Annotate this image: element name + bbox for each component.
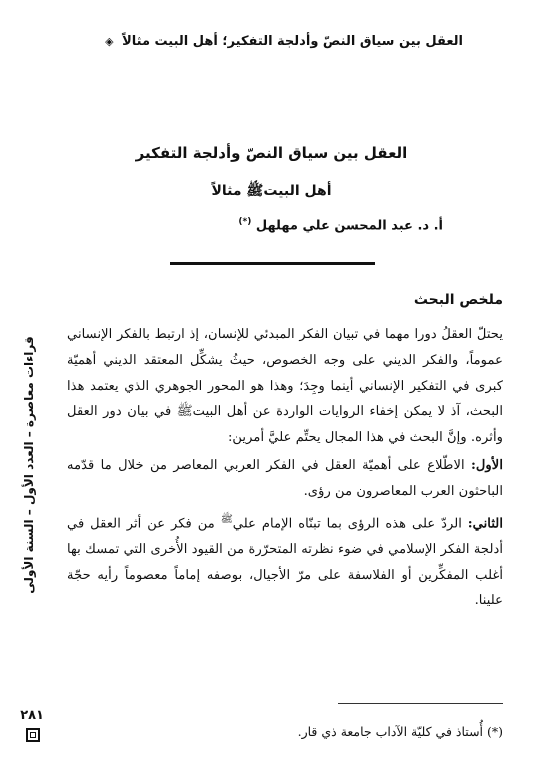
abstract-paragraph-2 [67, 453, 503, 505]
author-line [238, 217, 443, 233]
abstract-paragraph-1: يحتلّ العقلُ دورا مهما في تبيان الفكر المبدئي للإنسان، إذ ارتبط بالفكر الإنساني عموماً، والفكر الديني على وجه الخصوص، حيثُ يشكِّل المعتقد الديني أهميّة كبرى في التفكير الإنساني أينما وجِدَ؛ وهذا هو المحور الجوهري الذي يعتمد هذا البحث، آذ لا يمكن إخفاء الروايات الواردة عن أهل البيتﷺ في بيان دور العقل وأثره. وإنَّ البحث في هذا المجال يحتِّم عليَّ أمرين: [67, 327, 503, 446]
footnote-divider [338, 703, 503, 704]
honorific-mark: ﷺ [220, 513, 233, 525]
journal-emblem-icon [26, 728, 40, 742]
abstract-body [67, 322, 503, 614]
running-header-text: العقل بين سياق النصّ وأدلجة التفكير؛ أهل البيت مثالاً [122, 34, 463, 49]
second-point-text-b: من فكر عن أثر العقل في أدلجة الفكر الإسلامي في ضوء نظرته المتحرّرة من القيود الأُخرى التي تمسك بها أغلب المفكِّرين أو الفلاسفة على مرّ الأجيال، بوصفه إماماً معصوماً رأيه حجّة علينا. [67, 515, 503, 609]
article-subtitle: أهل البيتﷺ مثالاً [211, 183, 332, 199]
second-point-label: الثاني: [467, 515, 503, 531]
abstract-paragraph-3 [67, 507, 503, 615]
author-name: أ. د. عبد المحسن علي مهلهل [255, 218, 443, 234]
author-footnote-marker[interactable]: (*) [238, 217, 252, 227]
title-divider [170, 262, 375, 265]
running-header [60, 34, 463, 49]
journal-side-label: قراءات معاصرة – العدد الأول – السنة الأولى [22, 336, 36, 594]
page-number: ٢٨١ [20, 708, 44, 723]
first-point-text: الاطّلاع على أهميّة العقل في الفكر العربي المعاصر من خلال ما قدّمه الباحثون العرب المعاصرون من رؤى. [67, 457, 503, 499]
footnote: (*) أُستاذ في كليّة الآداب جامعة ذي قار. [297, 724, 503, 739]
article-title: العقل بين سياق النصّ وأدلجة التفكير [135, 144, 408, 162]
abstract-heading: ملخص البحث [413, 292, 503, 308]
first-point-label: الأول: [470, 457, 503, 473]
diamond-icon: ◈ [105, 35, 114, 48]
second-point-text-a: الردّ على هذه الرؤى بما تبنّاه الإمام علي [232, 515, 468, 531]
